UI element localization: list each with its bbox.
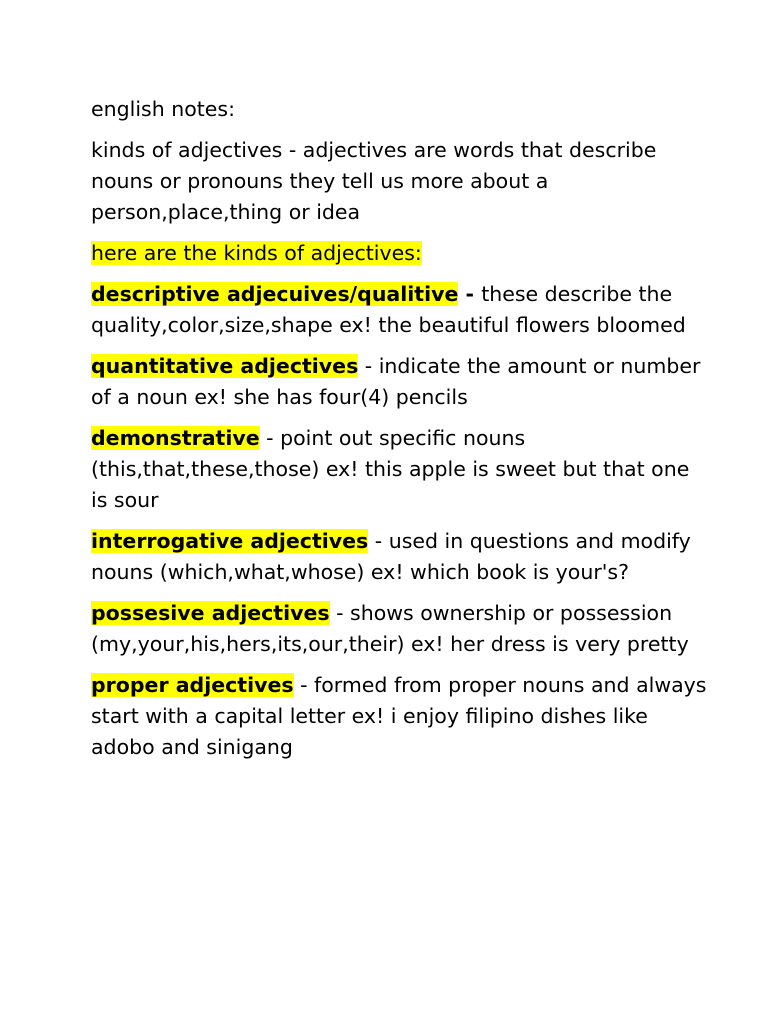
adjective-definition: point out specific nouns (this,that,these,those) ex! this apple is sweet but that one is sour — [91, 426, 690, 512]
entry-separator: - — [358, 354, 379, 378]
intro-paragraph: kinds of adjectives - adjectives are words that describe nouns or pronouns they tell us more about a person,place,thing or idea — [91, 138, 657, 224]
adjective-entry — [91, 279, 711, 341]
highlighted-heading — [91, 238, 711, 269]
adjective-definition: shows ownership or possession (my,your,his,hers,its,our,their) ex! her dress is very pretty — [91, 601, 689, 656]
highlighted-heading-text: here are the kinds of adjectives: — [91, 241, 422, 265]
adjective-definition: these describe the quality,color,size,shape ex! the beautiful flowers bloomed — [91, 282, 686, 337]
adjective-term: possesive adjectives — [91, 601, 330, 625]
notes-title: english notes: — [91, 97, 235, 121]
document-page — [91, 94, 711, 773]
adjective-definition: indicate the amount or number of a noun ex! she has four(4) pencils — [91, 354, 701, 409]
adjective-definition: used in questions and modify nouns (which,what,whose) ex! which book is your's? — [91, 529, 691, 584]
entry-separator: - — [293, 673, 315, 697]
adjective-entry — [91, 351, 711, 413]
adjective-term: interrogative adjectives — [91, 529, 369, 553]
adjective-term: demonstrative — [91, 426, 260, 450]
adjective-definition: formed from proper nouns and always start with a capital letter ex! i enjoy filipino dishes like adobo and sinigang — [91, 673, 707, 759]
entry-separator: - — [259, 426, 281, 450]
adjective-entry — [91, 423, 711, 516]
adjective-term: descriptive adjecuives/qualitive — [91, 282, 459, 306]
entry-separator: - — [458, 282, 482, 306]
adjective-entry — [91, 526, 711, 588]
adjective-term: quantitative adjectives — [91, 354, 359, 378]
entry-separator: - — [368, 529, 389, 553]
adjective-entry — [91, 598, 711, 660]
adjective-entry — [91, 670, 711, 763]
entry-separator: - — [329, 601, 351, 625]
adjective-term: proper adjectives — [91, 673, 294, 697]
